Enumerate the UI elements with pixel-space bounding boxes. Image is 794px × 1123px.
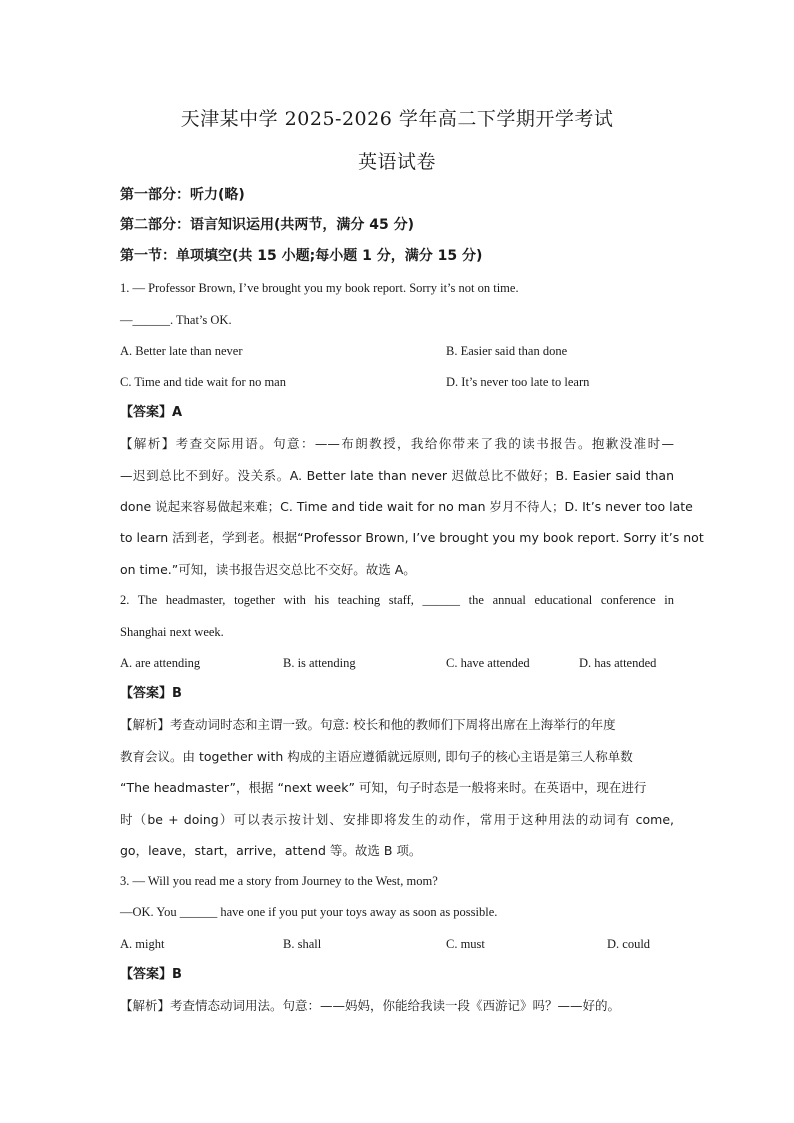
q2-option-d: D. has attended (579, 656, 657, 670)
q2-explanation-line: 教育会议。由 together with 构成的主语应遵循就远原则, 即句子的核心主语是第三人称单数 (120, 749, 633, 764)
q3-option-c: C. must (446, 937, 485, 951)
q2-explanation-line: go，leave，start，arrive，attend 等。故选 B 项。 (120, 843, 422, 858)
q2-option-c: C. have attended (446, 656, 530, 670)
q1-explanation-line: 【解析】考查交际用语。句意：——布朗教授，我给你带来了我的读书报告。抱歉没准时— (120, 436, 674, 451)
q1-explanation-line: —迟到总比不到好。没关系。A. Better late than never 迟做总比不做好；B. Easier said than (120, 468, 674, 483)
q2-explanation-line: “The headmaster”，根据 “next week” 可知，句子时态是一般将来时。在英语中，现在进行 (120, 780, 647, 795)
q2-stem-cont: Shanghai next week. (120, 625, 224, 639)
q1-answer: 【答案】A (120, 405, 183, 420)
q1-option-a: A. Better late than never (120, 344, 243, 358)
q1-stem-reply: —______. That’s OK. (120, 313, 232, 327)
page-subtitle: 英语试卷 (357, 151, 436, 173)
q3-stem-reply: —OK. You ______ have one if you put your toys away as soon as possible. (120, 905, 498, 919)
q1-stem: 1. — Professor Brown, I’ve brought you my book report. Sorry it’s not on time. (120, 281, 519, 295)
q2-option-b: B. is attending (283, 656, 356, 670)
q3-explanation-line: 【解析】考查情态动词用法。句意：——妈妈，你能给我读一段《西游记》吗？——好的。 (120, 998, 621, 1013)
part2-heading: 第二部分：语言知识运用(共两节，满分 45 分) (120, 217, 415, 233)
page-title: 天津某中学 2025-2026 学年高二下学期开学考试 (180, 108, 614, 130)
q1-explanation-line: done 说起来容易做起来难；C. Time and tide wait for no man 岁月不待人；D. It’s never too late (120, 499, 693, 514)
q1-explanation-line: on time.”可知，读书报告迟交总比不交好。故选 A。 (120, 562, 416, 577)
q1-option-b: B. Easier said than done (446, 344, 568, 358)
q2-answer: 【答案】B (120, 686, 182, 701)
q1-option-d: D. It’s never too late to learn (446, 375, 590, 389)
q1-explanation-line: to learn 活到老，学到老。根据“Professor Brown, I’ve brought you my book report. Sorry it’s not (120, 530, 704, 545)
q3-option-b: B. shall (283, 937, 322, 951)
section1-heading: 第一节：单项填空(共 15 小题;每小题 1 分，满分 15 分) (120, 248, 483, 264)
q3-option-d: D. could (607, 937, 651, 951)
q3-answer: 【答案】B (120, 967, 182, 982)
q2-explanation-line: 时（be + doing）可以表示按计划、安排即将发生的动作，常用于这种用法的动词有 come, (120, 812, 674, 827)
q3-stem: 3. — Will you read me a story from Journey to the West, mom? (120, 874, 438, 888)
q3-option-a: A. might (120, 937, 165, 951)
q2-option-a: A. are attending (120, 656, 201, 670)
q2-stem: 2. The headmaster, together with his teaching staff, ______ the annual educational conference in (120, 593, 674, 607)
q1-option-c: C. Time and tide wait for no man (120, 375, 286, 389)
q2-explanation-line: 【解析】考查动词时态和主谓一致。句意: 校长和他的教师们下周将出席在上海举行的年度 (120, 717, 616, 732)
part1-heading: 第一部分：听力(略) (120, 187, 245, 203)
